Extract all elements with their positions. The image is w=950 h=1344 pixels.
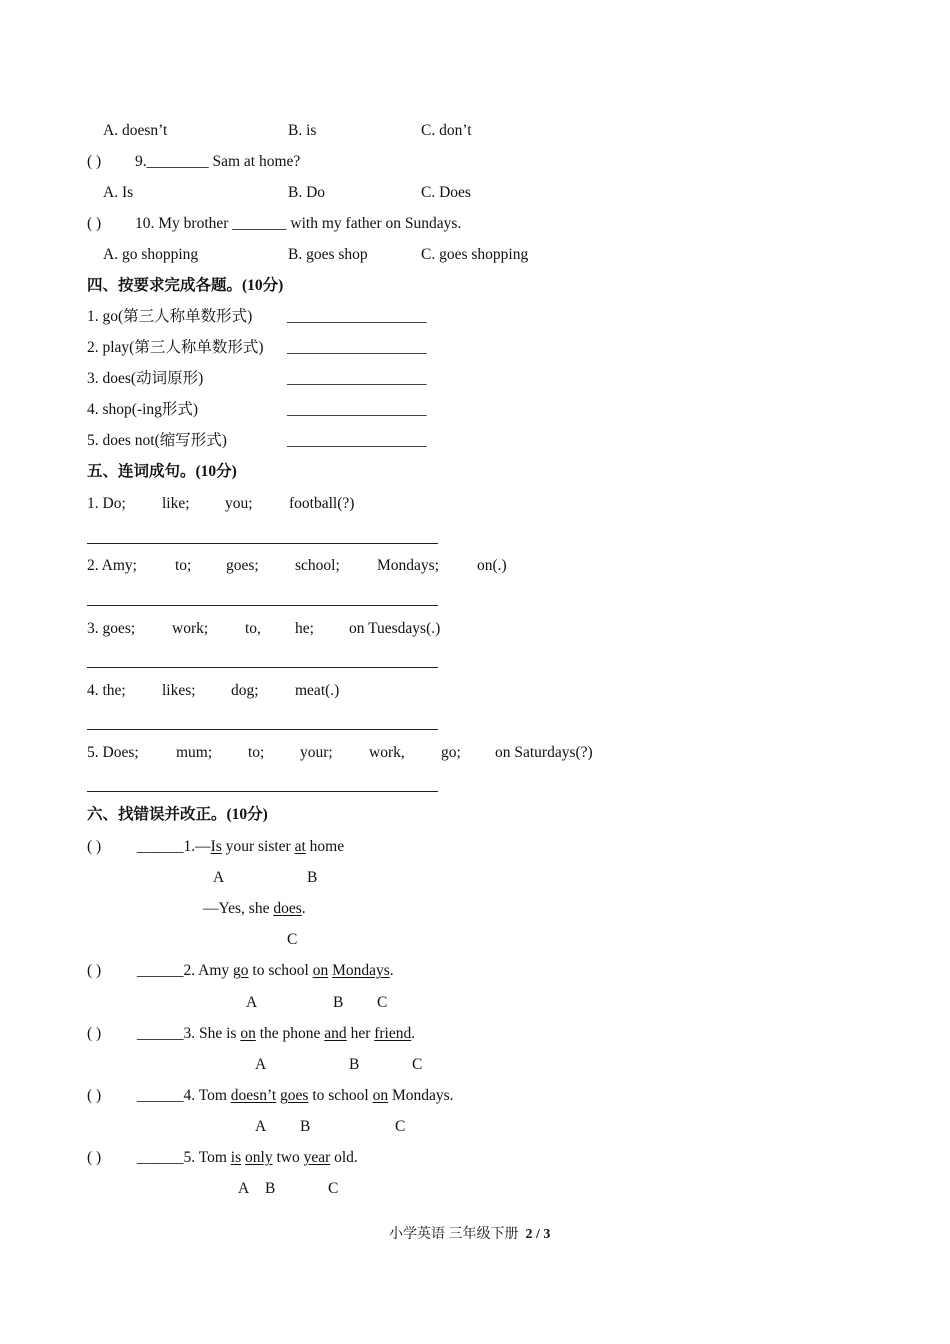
correction-blank: ______ [137,838,184,855]
s5-word: work, [369,744,405,761]
s5-word: 1. Do; [87,495,126,512]
s5-answer-line [87,791,438,792]
s4-item-blank: __________________ [287,401,427,418]
s4-item-blank: __________________ [287,370,427,387]
section-6-heading: 六、找错误并改正。(10分) [87,806,268,823]
s5-word: dog; [231,682,259,699]
s5-answer-line [87,729,438,730]
page-footer: 小学英语 三年级下册 2 / 3 [389,1227,551,1242]
s5-word: to, [245,620,261,637]
s5-word: your; [300,744,333,761]
q9-option-b: B. Do [288,184,326,201]
q10-option-a: A. go shopping [103,246,199,263]
option-letter: C [395,1118,406,1135]
option-letter: A [255,1056,267,1073]
s5-word: 5. Does; [87,744,139,761]
correction-blank: ______ [137,962,184,979]
underlined-word-c: does [273,900,302,917]
s4-item-label: 5. does not(缩写形式) [87,432,227,449]
underlined-word-b: on [312,962,329,979]
s5-word: school; [295,557,340,574]
option-letter: C [287,931,298,948]
s5-word: to; [175,557,192,574]
underlined-word-b: and [324,1025,347,1042]
q8-option-a: A. doesn’t [103,122,168,139]
s5-word: 2. Amy; [87,557,137,574]
s5-word: he; [295,620,314,637]
q9-option-c: C. Does [421,184,471,201]
q10-option-c: C. goes shopping [421,246,529,263]
s6-q2-answer-paren: ( ) [87,962,102,979]
underlined-word-a: Is [210,838,222,855]
page-total: 3 [543,1227,551,1242]
s4-item-label: 3. does(动词原形) [87,370,204,387]
underlined-word-c: Mondays [332,962,390,979]
option-letter: B [307,869,318,886]
s5-word: 3. goes; [87,620,136,637]
underlined-word-c: year [303,1149,331,1166]
underlined-word-a: doesn’t [230,1087,277,1104]
option-letter: C [328,1180,339,1197]
option-letter: B [300,1118,311,1135]
s5-answer-line [87,667,438,668]
q10-option-b: B. goes shop [288,246,368,263]
underlined-word-a: is [230,1149,242,1166]
s6-q1-reply: —Yes, she does. [203,900,306,917]
s5-word: mum; [176,744,213,761]
s5-word: Mondays; [377,557,439,574]
s5-word: on Saturdays(?) [495,744,593,761]
q8-option-b: B. is [288,122,317,139]
s5-answer-line [87,605,438,606]
option-letter: C [377,994,388,1011]
correction-blank: ______ [137,1087,184,1104]
option-letter: B [265,1180,276,1197]
underlined-word-b: only [245,1149,273,1166]
s5-word: you; [225,495,253,512]
section-5-heading: 五、连词成句。(10分) [87,463,237,480]
s5-word: goes; [226,557,259,574]
underlined-word-b: goes [280,1087,309,1104]
s4-item-label: 4. shop(-ing形式) [87,401,199,418]
s4-item-label: 2. play(第三人称单数形式) [87,339,264,356]
s5-word: likes; [162,682,196,699]
underlined-word-c: friend [374,1025,412,1042]
s5-word: 4. the; [87,682,126,699]
option-letter: C [412,1056,423,1073]
s5-word: on Tuesdays(.) [349,620,441,637]
s6-q1-sentence: ______1.—Is your sister at home [137,838,345,855]
q9-stem: 9.________ Sam at home? [135,153,301,170]
s4-item-blank: __________________ [287,308,427,325]
s6-q2-sentence: ______2. Amy go to school on Mondays. [137,962,394,979]
s5-word: football(?) [289,495,355,512]
q10-stem: 10. My brother _______ with my father on Sundays. [135,215,462,232]
s6-q5-sentence: ______5. Tom is only two year old. [137,1149,358,1166]
option-letter: A [238,1180,250,1197]
s6-q3-answer-paren: ( ) [87,1025,102,1042]
s5-word: on(.) [477,557,507,574]
option-letter: A [246,994,258,1011]
page-number: 2 [525,1227,533,1242]
underlined-word-c: on [372,1087,389,1104]
option-letter: B [349,1056,360,1073]
s6-q4-sentence: ______4. Tom doesn’t goes to school on Mondays. [137,1087,454,1104]
footer-title: 小学英语 三年级下册 [389,1227,519,1242]
underlined-word-b: at [294,838,306,855]
s6-q1-answer-paren: ( ) [87,838,102,855]
option-letter: A [213,869,225,886]
s5-word: work; [172,620,209,637]
q10-answer-paren: ( ) [87,215,102,232]
s5-word: like; [162,495,190,512]
correction-blank: ______ [137,1025,184,1042]
option-letter: A [255,1118,267,1135]
s6-q3-sentence: ______3. She is on the phone and her friend. [137,1025,416,1042]
s5-word: to; [248,744,265,761]
section-4-heading: 四、按要求完成各题。(10分) [87,277,284,294]
s4-item-label: 1. go(第三人称单数形式) [87,308,253,325]
correction-blank: ______ [137,1149,184,1166]
s6-q5-answer-paren: ( ) [87,1149,102,1166]
q8-option-c: C. don’t [421,122,472,139]
s4-item-blank: __________________ [287,339,427,356]
s5-word: go; [441,744,461,761]
s6-q4-answer-paren: ( ) [87,1087,102,1104]
s5-answer-line [87,543,438,544]
option-letter: B [333,994,344,1011]
q9-option-a: A. Is [103,184,134,201]
underlined-word-a: go [233,962,249,979]
s4-item-blank: __________________ [287,432,427,449]
s5-word: meat(.) [295,682,340,699]
underlined-word-a: on [240,1025,256,1042]
q9-answer-paren: ( ) [87,153,102,170]
